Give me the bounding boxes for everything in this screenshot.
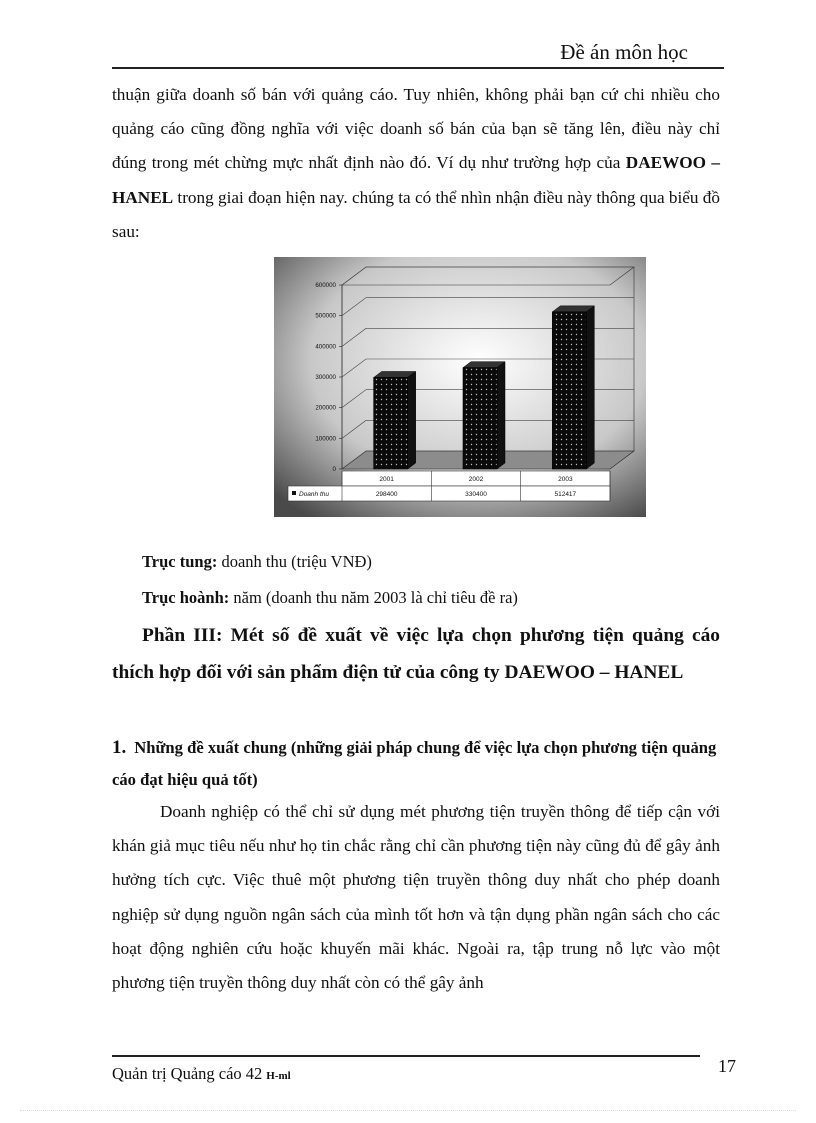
- company-name: DAEWOO – HANEL: [112, 153, 720, 207]
- y-tick-label: 600000: [315, 282, 336, 289]
- bar: [552, 312, 586, 469]
- revenue-chart: [274, 257, 646, 517]
- subsection-1-text: Những đề xuất chung (những giải pháp chung để việc lựa chọn phương tiện quảng cáo đạt hiệu quả tốt): [112, 738, 717, 789]
- subsection-1-number: 1.: [112, 737, 127, 758]
- footer-class-code: H-ml: [266, 1070, 291, 1082]
- page-number: 17: [718, 1056, 736, 1076]
- header-title: Đề án môn học: [560, 40, 688, 64]
- header-rule: [112, 67, 724, 69]
- x-category-label: 2003: [558, 476, 573, 483]
- y-tick-label: 0: [332, 466, 336, 473]
- data-value-label: 298400: [375, 491, 398, 498]
- data-value-label: 512417: [554, 491, 577, 498]
- x-axis-note: [142, 588, 518, 608]
- y-tick-label: 300000: [315, 374, 336, 381]
- body-paragraph: Doanh nghiệp có thể chỉ sử dụng mét phương tiện truyền thông để tiếp cận với khán giả mục tiêu nếu như họ tin chắc rằng chỉ cần phương tiện này cũng đủ để gây ảnh hưởng tích cực. Việc thuê một phương tiện truyền thông duy nhất cho phép doanh nghiệp sử dụng nguồn ngân sách của mình tốt hơn và tận dụng phần ngân sách cho các hoạt động nghiên cứu hoặc khuyến mãi khác. Ngoài ra, tập trung nỗ lực vào một phương tiện truyền thông duy nhất còn có thể gây ảnh: [112, 802, 720, 993]
- footer-course: [112, 1064, 291, 1084]
- revenue-chart-svg: [274, 257, 646, 517]
- x-axis-note-label: Trục hoành:: [142, 588, 230, 607]
- bar: [374, 377, 408, 469]
- y-tick-label: 500000: [315, 312, 336, 320]
- bar-side: [408, 371, 416, 469]
- legend-label: Doanh thu: [299, 491, 329, 498]
- data-value-label: 330400: [465, 491, 487, 498]
- x-axis-note-text: năm (doanh thu năm 2003 là chỉ tiêu đề ra): [229, 588, 518, 607]
- y-tick-label: 200000: [315, 404, 336, 412]
- footer-course-name: Quản trị Quảng cáo 42: [112, 1064, 263, 1083]
- y-tick-label: 100000: [315, 435, 336, 443]
- x-category-label: 2002: [468, 476, 484, 483]
- bar-side: [586, 306, 594, 469]
- intro-text-2: trong giai đoạn hiện nay. chúng ta có thể nhìn nhận điều này thông qua biểu đồ sau:: [112, 187, 720, 241]
- y-tick-label: 400000: [315, 343, 336, 351]
- intro-paragraph: [112, 78, 720, 249]
- section-3-title: Phần III: Mét số đề xuất về việc lựa chọn phương tiện quảng cáo thích hợp đối với sản phẩm điện tử của công ty DAEWOO – HANEL: [112, 625, 720, 683]
- y-axis-note: [142, 552, 372, 572]
- y-axis-note-label: Trục tung:: [142, 552, 218, 571]
- bar: [463, 368, 497, 469]
- y-axis-note-text: doanh thu (triệu VNĐ): [217, 552, 372, 571]
- footer-rule: [112, 1055, 700, 1057]
- subsection-1-title: [112, 732, 720, 796]
- bar-side: [497, 362, 505, 469]
- page-edge: [20, 1110, 796, 1111]
- intro-text-1: thuận giữa doanh số bán với quảng cáo. Tuy nhiên, không phải bạn cứ chi nhiều cho quảng cáo cũng đồng nghĩa với việc doanh số bán của bạn sẽ tăng lên, điều này chỉ đúng trong mét chừng mực nhất định nào đó. Ví dụ như trường hợp của: [112, 85, 720, 173]
- x-category-label: 2001: [379, 476, 394, 483]
- legend-swatch: [292, 491, 296, 495]
